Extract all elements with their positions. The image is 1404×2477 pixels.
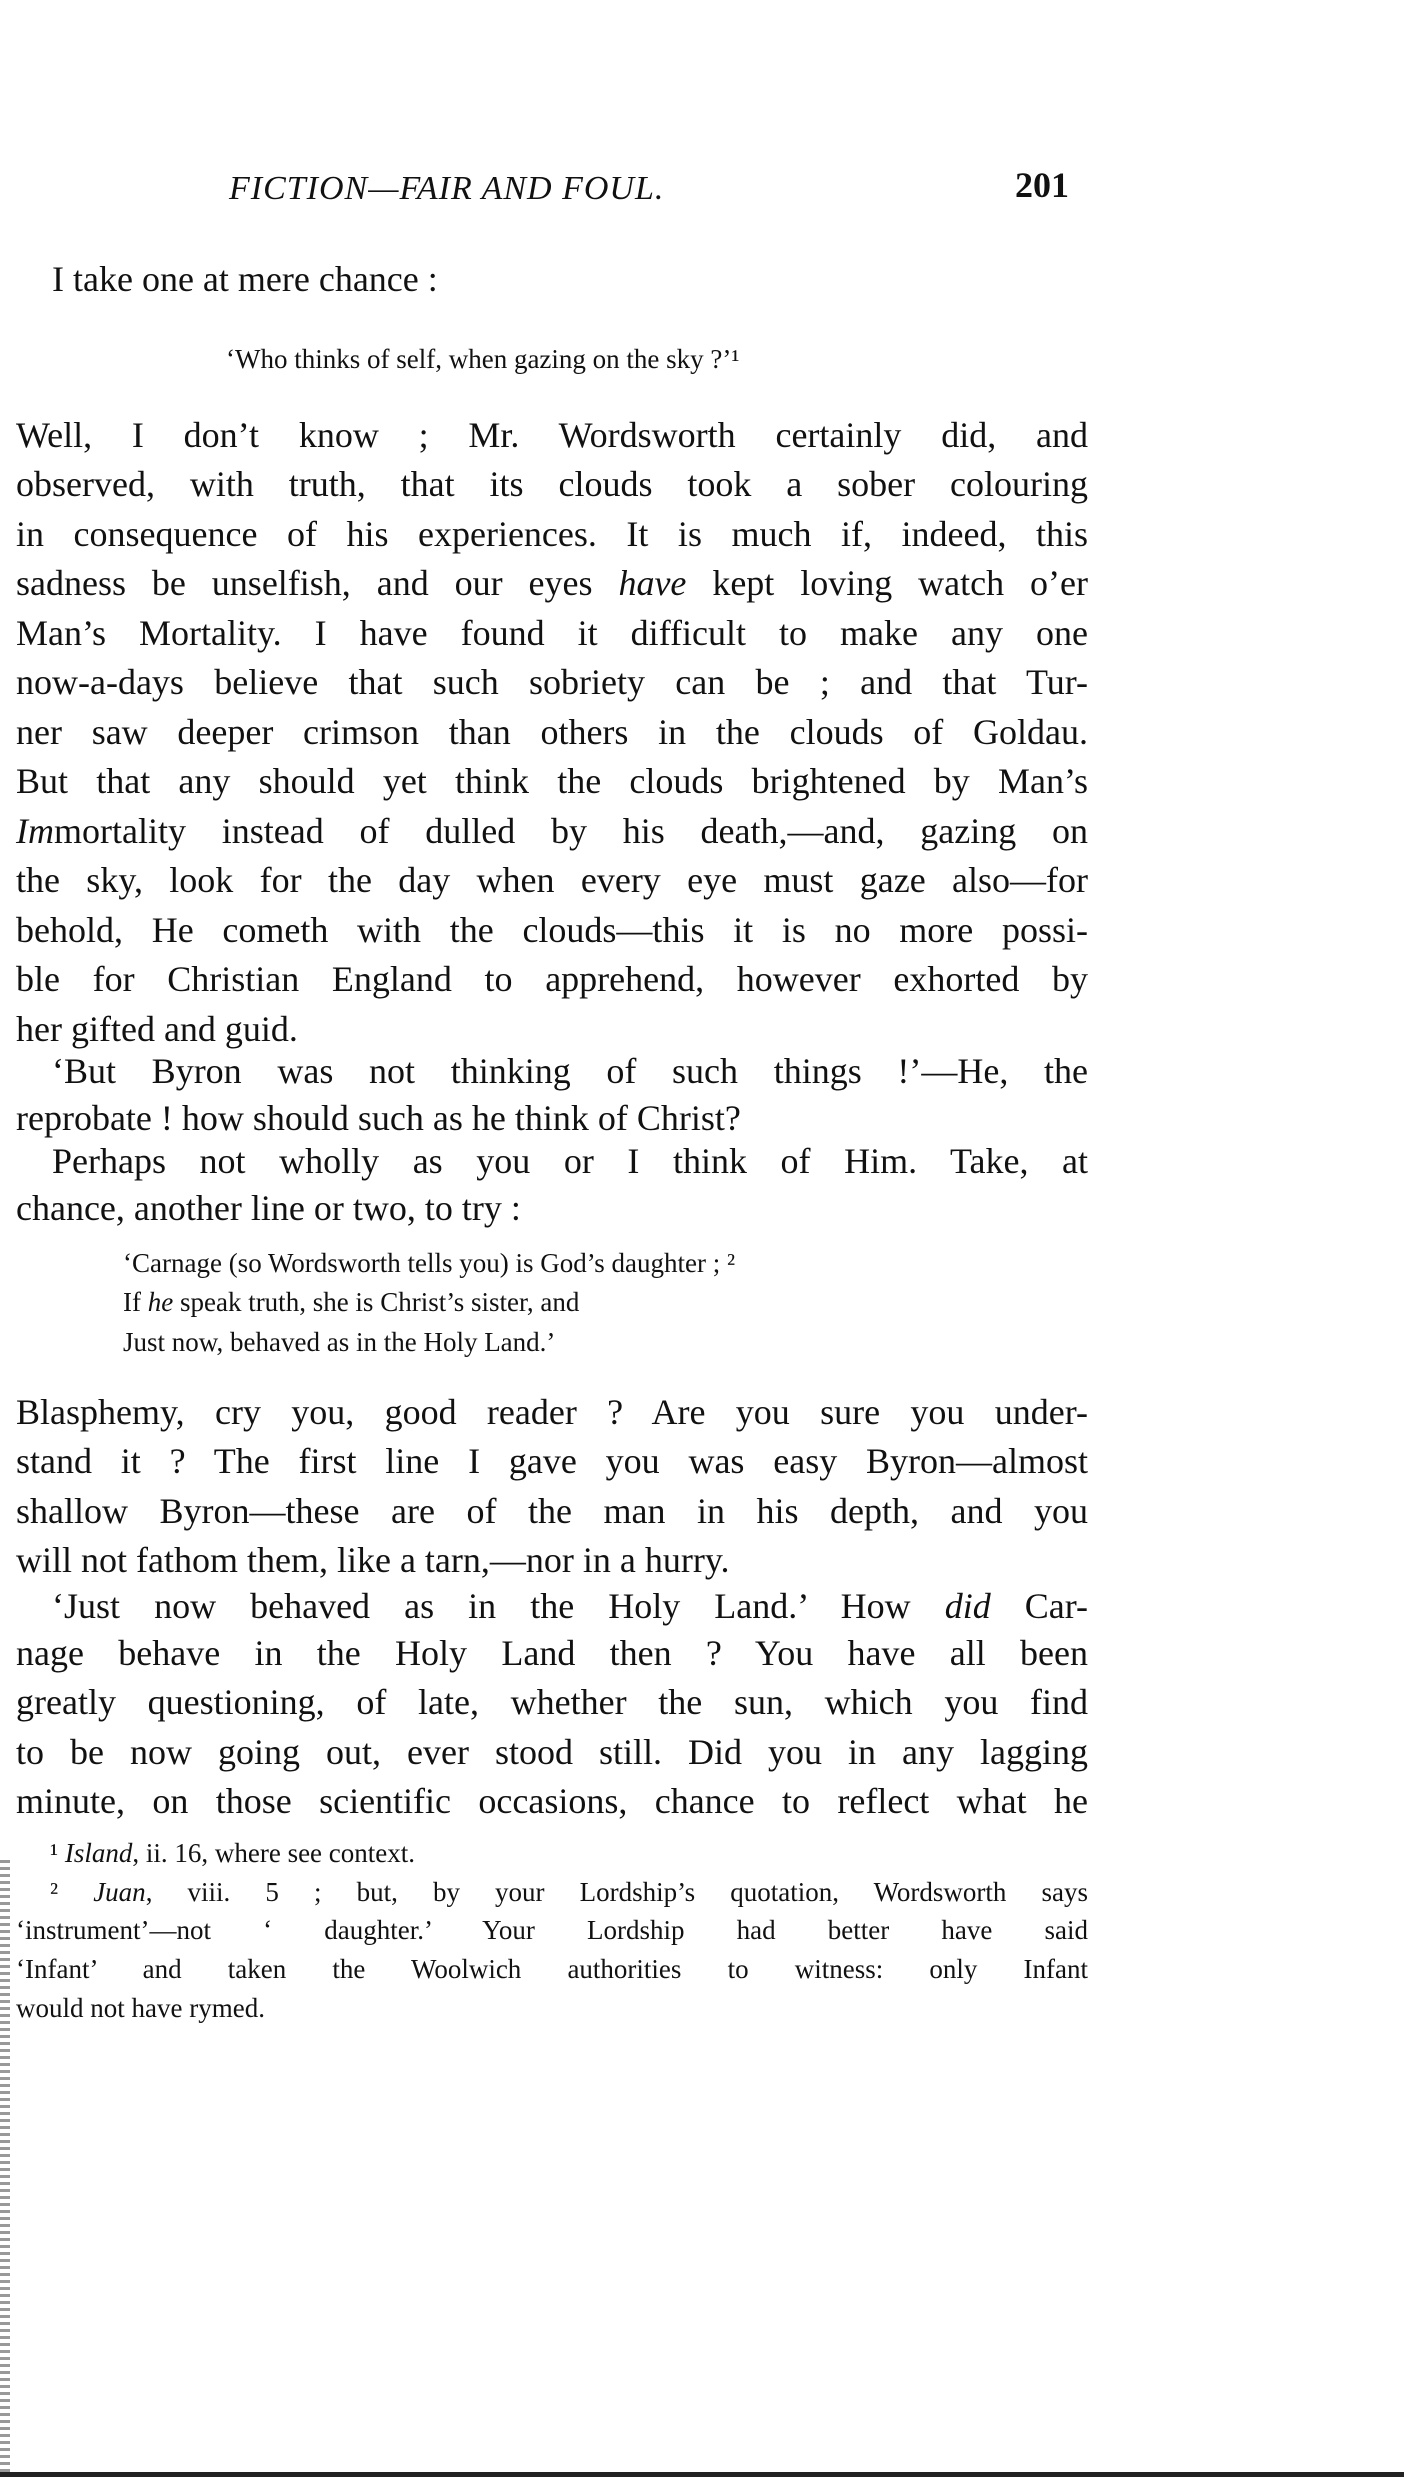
text-span: now-a-days believe that such sobriety can be ; and that Tur- (16, 662, 1088, 702)
text-line (16, 1632, 1088, 1674)
text-span: ‘Who thinks of self, when gazing on the sky ?’¹ (226, 344, 740, 374)
page-edge-shadow (0, 1860, 10, 2477)
text-line (16, 909, 1088, 951)
text-span: will not fathom them, like a tarn,—nor in a hurry. (16, 1540, 730, 1580)
text-span: stand it ? The first line I gave you was easy Byron—almost (16, 1441, 1088, 1481)
text-span: Car- (990, 1586, 1089, 1626)
text-line (16, 1490, 1088, 1532)
quotation-line (123, 1248, 735, 1279)
text-line (16, 810, 1088, 852)
text-span: But that any should yet think the clouds brightened by Man’s (16, 761, 1088, 801)
text-span: observed, with truth, that its clouds took a sober colouring (16, 464, 1088, 504)
footnote-line (50, 1877, 1088, 1908)
text-line (16, 1391, 1088, 1433)
text-span: ‘Just now behaved as in the Holy Land.’ How (52, 1586, 945, 1626)
text-line (52, 1050, 1088, 1092)
text-line (16, 1440, 1088, 1482)
text-span: , ii. 16, where see context. (132, 1838, 416, 1868)
text-span: speak truth, she is Christ’s sister, and (173, 1287, 580, 1317)
text-line (16, 1097, 1088, 1139)
italic-text: did (944, 1586, 991, 1626)
text-span: ‘Infant’ and taken the Woolwich authorities to witness: only Infant (16, 1954, 1088, 1984)
text-span: Man’s Mortality. I have found it difficult to make any one (16, 613, 1088, 653)
text-span: I take one at mere chance : (52, 259, 438, 299)
text-span: ‘But Byron was not thinking of such things !’—He, the (52, 1051, 1088, 1091)
text-line (16, 1187, 1088, 1229)
text-span: , viii. 5 ; but, by your Lordship’s quotation, Wordsworth says (145, 1877, 1088, 1907)
text-line (16, 414, 1088, 456)
italic-text: have (618, 563, 687, 603)
text-line (16, 1539, 1088, 1581)
text-line (16, 562, 1088, 604)
running-title: FICTION—FAIR AND FOUL. (229, 170, 665, 207)
text-span: ner saw deeper crimson than others in the clouds of Goldau. (16, 712, 1088, 752)
text-span: Blasphemy, cry you, good reader ? Are you sure you under- (16, 1392, 1088, 1432)
text-line (16, 1008, 1088, 1050)
text-span: reprobate ! how should such as he think of Christ? (16, 1098, 741, 1138)
page-number: 201 (1015, 165, 1069, 205)
text-span: chance, another line or two, to try : (16, 1188, 521, 1228)
text-span: her gifted and guid. (16, 1009, 298, 1049)
text-span: to be now going out, ever stood still. Did you in any lagging (16, 1732, 1088, 1772)
page-bottom-edge (0, 2472, 1404, 2477)
text-span: ¹ (50, 1838, 65, 1868)
text-span: ² (50, 1877, 94, 1907)
italic-text: Juan (93, 1877, 146, 1907)
text-span: Well, I don’t know ; Mr. Wordsworth certainly did, and (16, 415, 1088, 455)
italic-text: Im (16, 811, 54, 851)
text-span: Perhaps not wholly as you or I think of Him. Take, at (52, 1141, 1088, 1181)
text-span: behold, He cometh with the clouds—this it is no more possi- (16, 910, 1088, 950)
text-line (16, 711, 1088, 753)
text-span: greatly questioning, of late, whether the sun, which you find (16, 1682, 1088, 1722)
text-span: minute, on those scientific occasions, chance to reflect what he (16, 1781, 1088, 1821)
text-span: ‘Carnage (so Wordsworth tells you) is God’s daughter ; ² (123, 1248, 736, 1278)
text-span: If (123, 1287, 148, 1317)
text-line (16, 760, 1088, 802)
text-span: ble for Christian England to apprehend, however exhorted by (16, 959, 1088, 999)
text-span: ‘instrument’—not ‘ daughter.’ Your Lordship had better have said (16, 1915, 1088, 1945)
footnote-line (16, 1954, 1088, 1985)
quotation-line (123, 1327, 555, 1358)
text-span: nage behave in the Holy Land then ? You have all been (16, 1633, 1088, 1673)
text-span: mortality instead of dulled by his death,—and, gazing on (54, 811, 1088, 851)
text-span: Just now, behaved as in the Holy Land.’ (123, 1327, 556, 1357)
text-line (16, 958, 1088, 1000)
text-line (16, 513, 1088, 555)
text-span: in consequence of his experiences. It is much if, indeed, this (16, 514, 1088, 554)
text-span: kept loving watch o’er (686, 563, 1088, 603)
text-line (16, 859, 1088, 901)
text-span: shallow Byron—these are of the man in his depth, and you (16, 1491, 1088, 1531)
text-line (52, 258, 1088, 300)
text-span: sadness be unselfish, and our eyes (16, 563, 619, 603)
footnote-line (16, 1915, 1088, 1946)
text-line (16, 1731, 1088, 1773)
text-line (16, 612, 1088, 654)
text-span: would not have rymed. (16, 1993, 265, 2023)
quotation-line (123, 1287, 579, 1318)
text-line (52, 1585, 1088, 1627)
footnote-line (50, 1838, 1088, 1869)
text-line (16, 1780, 1088, 1822)
text-line (52, 1140, 1088, 1182)
text-line (16, 661, 1088, 703)
text-line (16, 1681, 1088, 1723)
italic-text: he (147, 1287, 174, 1317)
text-span: the sky, look for the day when every eye must gaze also—for (16, 860, 1088, 900)
footnote-line (16, 1993, 1088, 2024)
italic-text: Island (64, 1838, 133, 1868)
quotation-line (226, 344, 739, 375)
text-line (16, 463, 1088, 505)
